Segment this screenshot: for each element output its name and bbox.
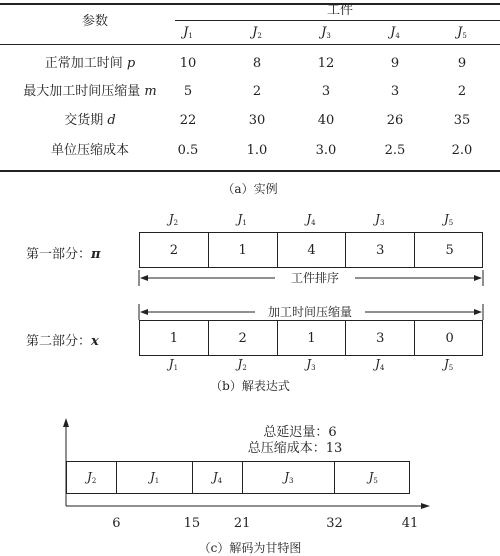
job-header: $J_5$ (457, 25, 467, 40)
gantt-tick-label: 32 (326, 516, 343, 531)
part2-job-label: $J_4$ (375, 357, 385, 372)
table-cell: 26 (386, 113, 404, 128)
table-cell: 5 (183, 84, 193, 99)
sequence-cell: 3 (346, 233, 415, 267)
table-bottom-rule (0, 170, 500, 172)
table-header-sub-rule (175, 20, 500, 21)
table-cell: 8 (252, 56, 262, 71)
part2-compression-box (139, 320, 483, 356)
job-header: $J_2$ (252, 25, 262, 40)
compression-cell: 3 (346, 321, 415, 355)
compression-cell: 0 (445, 330, 454, 346)
part1-sequence-box (139, 232, 483, 268)
table-cell: 10 (179, 56, 197, 71)
table-cell: 2 (252, 84, 262, 99)
caption-b: （b）解表达式 (210, 379, 290, 393)
gantt-tick-label: 21 (233, 516, 251, 531)
sequence-cell: 4 (278, 233, 347, 267)
gantt-tick-label: 6 (112, 516, 121, 531)
part2-job-label: $J_1$ (168, 357, 179, 372)
job-header: $J_3$ (321, 25, 331, 40)
table-cell: 2.5 (384, 143, 406, 158)
gantt-bar: $J_3$ (243, 462, 335, 493)
caption-a: （a）实例 (222, 182, 278, 196)
total-tardiness: 总延迟量：6 (263, 425, 337, 440)
gantt-bar: $J_5$ (368, 470, 378, 485)
gantt-tick-label: 15 (183, 516, 201, 531)
table-cell: 1.0 (246, 143, 268, 158)
header-param: 参数 (81, 14, 108, 29)
table-cell: 22 (179, 113, 197, 128)
gantt-bar: $J_4$ (193, 462, 243, 493)
total-cost: 总压缩成本：13 (247, 441, 343, 456)
table-cell: 3 (321, 84, 331, 99)
row-label: 正常加工时间 p (44, 56, 136, 71)
compression-cell: 1 (140, 321, 209, 355)
sequence-cell: 5 (445, 242, 454, 258)
part2-job-label: $J_5$ (443, 357, 454, 372)
part2-label: 第二部分：x (26, 334, 99, 349)
sequence-cell: 1 (209, 233, 278, 267)
table-cell: 3.0 (315, 143, 337, 158)
part1-job-label: $J_1$ (237, 212, 247, 227)
table-cell: 2 (457, 84, 467, 99)
job-header: $J_1$ (183, 25, 193, 40)
table-cell: 40 (317, 113, 335, 128)
gantt-bars (66, 461, 410, 494)
table-cell: 12 (317, 56, 335, 71)
table-cell: 9 (457, 56, 467, 71)
part2-job-label: $J_2$ (237, 357, 247, 372)
part2-arrow-label: 加工时间压缩量 (255, 304, 365, 320)
table-cell: 30 (248, 113, 266, 128)
compression-cell: 2 (209, 321, 278, 355)
gantt-tick-label: 41 (401, 516, 419, 531)
job-header: $J_4$ (390, 25, 400, 40)
part2-job-label: $J_3$ (306, 357, 316, 372)
table-cell: 2.0 (451, 143, 473, 158)
part1-job-label: $J_2$ (168, 212, 179, 227)
compression-cell: 1 (278, 321, 347, 355)
row-label: 最大加工时间压缩量 m (23, 84, 157, 99)
row-label: 单位压缩成本 (50, 143, 129, 158)
header-jobs: 工件 (326, 3, 353, 18)
table-cell: 0.5 (177, 143, 199, 158)
part1-job-label: $J_4$ (306, 212, 316, 227)
table-cell: 35 (453, 113, 471, 128)
sequence-cell: 2 (140, 233, 209, 267)
row-label: 交货期 d (64, 113, 116, 128)
gantt-bar: $J_1$ (117, 462, 193, 493)
table-cell: 3 (390, 84, 400, 99)
part1-job-label: $J_3$ (375, 212, 385, 227)
table-cell: 9 (390, 56, 400, 71)
caption-c: （c）解码为甘特图 (198, 541, 302, 555)
gantt-bar: $J_2$ (67, 462, 117, 493)
table-top-rule (0, 3, 500, 5)
part1-job-label: $J_5$ (443, 212, 454, 227)
table-header-rule (0, 44, 500, 45)
part1-label: 第一部分：π (26, 247, 101, 262)
part1-arrow-label: 工件排序 (275, 270, 355, 286)
